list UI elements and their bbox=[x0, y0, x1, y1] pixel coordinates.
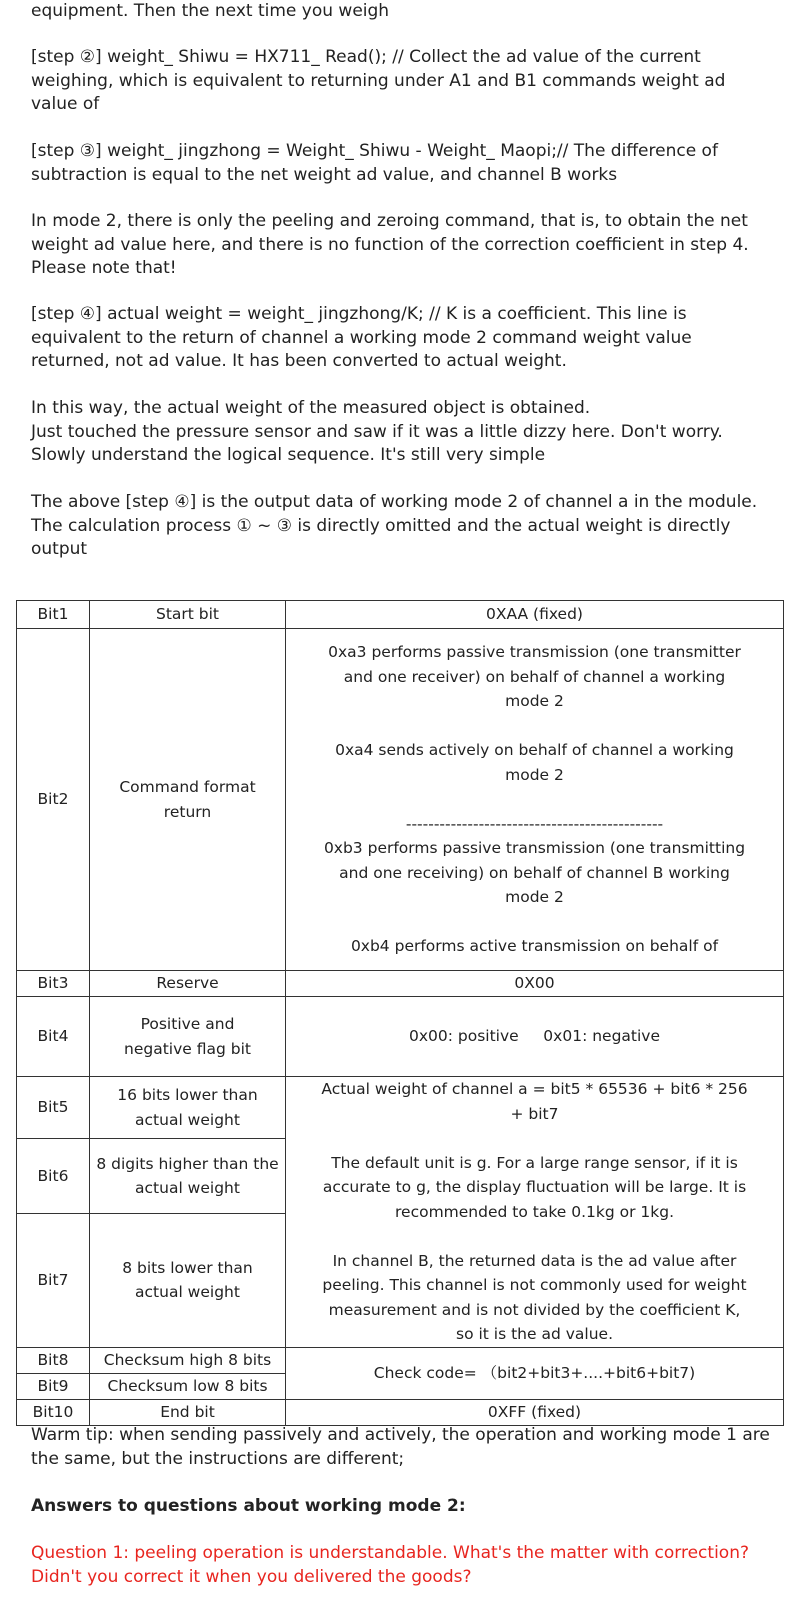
name-cell bbox=[90, 997, 286, 1077]
table-row-bit2 bbox=[17, 629, 784, 971]
paragraph-output-summary bbox=[31, 491, 771, 562]
value-line: mode 2 bbox=[505, 692, 564, 711]
value-line: 0xa3 performs passive transmission (one transmitter bbox=[328, 643, 741, 662]
text-line: Please note that! bbox=[31, 258, 177, 278]
name-line: 16 bits lower than bbox=[117, 1086, 258, 1105]
text-line: Question 1: peeling operation is understandable. What's the matter with correction? bbox=[31, 1543, 749, 1563]
table-row-bit4 bbox=[17, 997, 784, 1077]
bit-cell: Bit2 bbox=[17, 629, 90, 971]
name-line: Positive and bbox=[140, 1015, 235, 1033]
value-cell: 0X00 bbox=[286, 971, 784, 997]
paragraph-actual-weight bbox=[31, 397, 771, 468]
value-cell: 0x00: positive 0x01: negative bbox=[286, 997, 784, 1077]
value-cell-check-code: Check code= （bit2+bit3+....+bit6+bit7) bbox=[286, 1347, 784, 1399]
value-cell: 0XAA (fixed) bbox=[286, 601, 784, 629]
name-cell: Reserve bbox=[90, 971, 286, 997]
value-line: The default unit is g. For a large range sensor, if it is bbox=[331, 1153, 738, 1172]
table-row-bit8 bbox=[17, 1347, 784, 1373]
answers-heading bbox=[31, 1495, 771, 1519]
name-line: negative flag bit bbox=[124, 1039, 251, 1058]
bit-cell: Bit3 bbox=[17, 971, 90, 997]
bit-cell: Bit4 bbox=[17, 997, 90, 1077]
table-row-bit1 bbox=[17, 601, 784, 629]
bit-cell: Bit8 bbox=[17, 1347, 90, 1373]
text-line: In mode 2, there is only the peeling and zeroing command, that is, to obtain the net bbox=[31, 211, 748, 231]
name-cell: Checksum low 8 bits bbox=[90, 1373, 286, 1399]
text-line: weighing, which is equivalent to returning under A1 and B1 commands weight ad bbox=[31, 70, 726, 91]
value-cell-actual-weight bbox=[286, 1077, 784, 1348]
text-line: [step ③] weight_ jingzhong = Weight_ Shiwu - Weight_ Maopi;// The difference of bbox=[31, 141, 718, 161]
text-line: the same, but the instructions are different; bbox=[31, 1448, 405, 1469]
name-cell: End bit bbox=[90, 1399, 286, 1425]
value-cell bbox=[286, 629, 784, 971]
paragraph-mode-2-note bbox=[31, 210, 771, 281]
text-line: The calculation process ① ~ ③ is directly omitted and the actual weight is directly bbox=[31, 515, 731, 536]
table-row-bit10 bbox=[17, 1399, 784, 1425]
value-line: + bit7 bbox=[510, 1104, 559, 1123]
value-line: accurate to g, the display fluctuation will be large. It is bbox=[322, 1178, 747, 1196]
value-line: mode 2 bbox=[505, 765, 564, 784]
text-line: [step ④] actual weight = weight_ jingzhong/K; // K is a coefficient. This line is bbox=[31, 304, 687, 324]
bit-cell: Bit7 bbox=[17, 1214, 90, 1347]
name-line: 8 digits higher than the bbox=[96, 1154, 279, 1173]
paragraph-step-3 bbox=[31, 140, 771, 187]
value-line: so it is the ad value. bbox=[456, 1325, 613, 1343]
name-line: actual weight bbox=[135, 1179, 240, 1198]
value-line: and one receiving) on behalf of channel B working bbox=[339, 863, 730, 882]
text-line: weight ad value here, and there is no function of the correction coefficient in step 4. bbox=[31, 234, 749, 255]
value-line: recommended to take 0.1kg or 1kg. bbox=[395, 1202, 674, 1221]
name-line: 8 bits lower than bbox=[122, 1258, 253, 1277]
value-cell: 0XFF (fixed) bbox=[286, 1399, 784, 1425]
value-line: measurement and is not divided by the coefficient K, bbox=[328, 1300, 741, 1319]
name-line: Command format bbox=[119, 778, 256, 796]
value-line: In channel B, the returned data is the ad value after bbox=[332, 1251, 737, 1270]
question-1 bbox=[31, 1542, 771, 1589]
heading-text: Answers to questions about working mode 2: bbox=[31, 1496, 466, 1516]
text-line: returned, not ad value. It has been converted to actual weight. bbox=[31, 351, 567, 371]
text-line: equivalent to the return of channel a working mode 2 command weight value bbox=[31, 327, 692, 348]
text-line: [step ②] weight_ Shiwu = HX711_ Read(); // Collect the ad value of the current bbox=[31, 47, 701, 67]
name-cell bbox=[90, 629, 286, 971]
text-line: value of bbox=[31, 94, 100, 114]
value-line: Actual weight of channel a = bit5 * 65536 + bit6 * 256 bbox=[321, 1080, 748, 1098]
value-line: 0xb3 performs passive transmission (one transmitting bbox=[323, 839, 746, 858]
text-line: Slowly understand the logical sequence. It's still very simple bbox=[31, 445, 546, 465]
text-line: In this way, the actual weight of the measured object is obtained. bbox=[31, 398, 591, 418]
name-cell bbox=[90, 1077, 286, 1139]
text-line: equipment. Then the next time you weigh bbox=[31, 1, 390, 21]
table-row-bit3 bbox=[17, 971, 784, 997]
bit-cell: Bit5 bbox=[17, 1077, 90, 1139]
paragraph-step-4 bbox=[31, 303, 771, 374]
text-line: Didn't you correct it when you delivered the goods? bbox=[31, 1566, 472, 1587]
table-row-bit5 bbox=[17, 1077, 784, 1139]
value-line: and one receiver) on behalf of channel a working bbox=[343, 667, 726, 686]
paragraph-step-2 bbox=[31, 46, 771, 117]
text-line: The above [step ④] is the output data of working mode 2 of channel a in the module. bbox=[31, 492, 758, 512]
name-line: return bbox=[163, 802, 212, 821]
value-line: 0xb4 performs active transmission on behalf of bbox=[350, 937, 719, 956]
text-line: Warm tip: when sending passively and actively, the operation and working mode 1 are bbox=[31, 1425, 770, 1445]
text-line: output bbox=[31, 539, 88, 559]
value-line: 0xa4 sends actively on behalf of channel a working bbox=[335, 741, 734, 760]
text-line: subtraction is equal to the net weight ad value, and channel B works bbox=[31, 164, 618, 185]
paragraph-equipment bbox=[31, 0, 771, 24]
protocol-table bbox=[16, 600, 784, 1426]
name-cell: Checksum high 8 bits bbox=[90, 1347, 286, 1373]
name-cell bbox=[90, 1214, 286, 1347]
bit-cell: Bit10 bbox=[17, 1399, 90, 1425]
divider-line: ---------------------------------------------- bbox=[405, 814, 664, 833]
paragraph-warm-tip bbox=[31, 1424, 771, 1471]
name-line: actual weight bbox=[135, 1283, 240, 1302]
value-line: mode 2 bbox=[505, 888, 564, 907]
bit-cell: Bit9 bbox=[17, 1373, 90, 1399]
name-cell bbox=[90, 1139, 286, 1214]
bit-cell: Bit6 bbox=[17, 1139, 90, 1214]
name-line: actual weight bbox=[135, 1110, 240, 1129]
bit-cell: Bit1 bbox=[17, 601, 90, 629]
value-line: peeling. This channel is not commonly used for weight bbox=[322, 1276, 747, 1294]
text-line: Just touched the pressure sensor and saw if it was a little dizzy here. Don't worry. bbox=[31, 421, 723, 442]
name-cell: Start bit bbox=[90, 601, 286, 629]
